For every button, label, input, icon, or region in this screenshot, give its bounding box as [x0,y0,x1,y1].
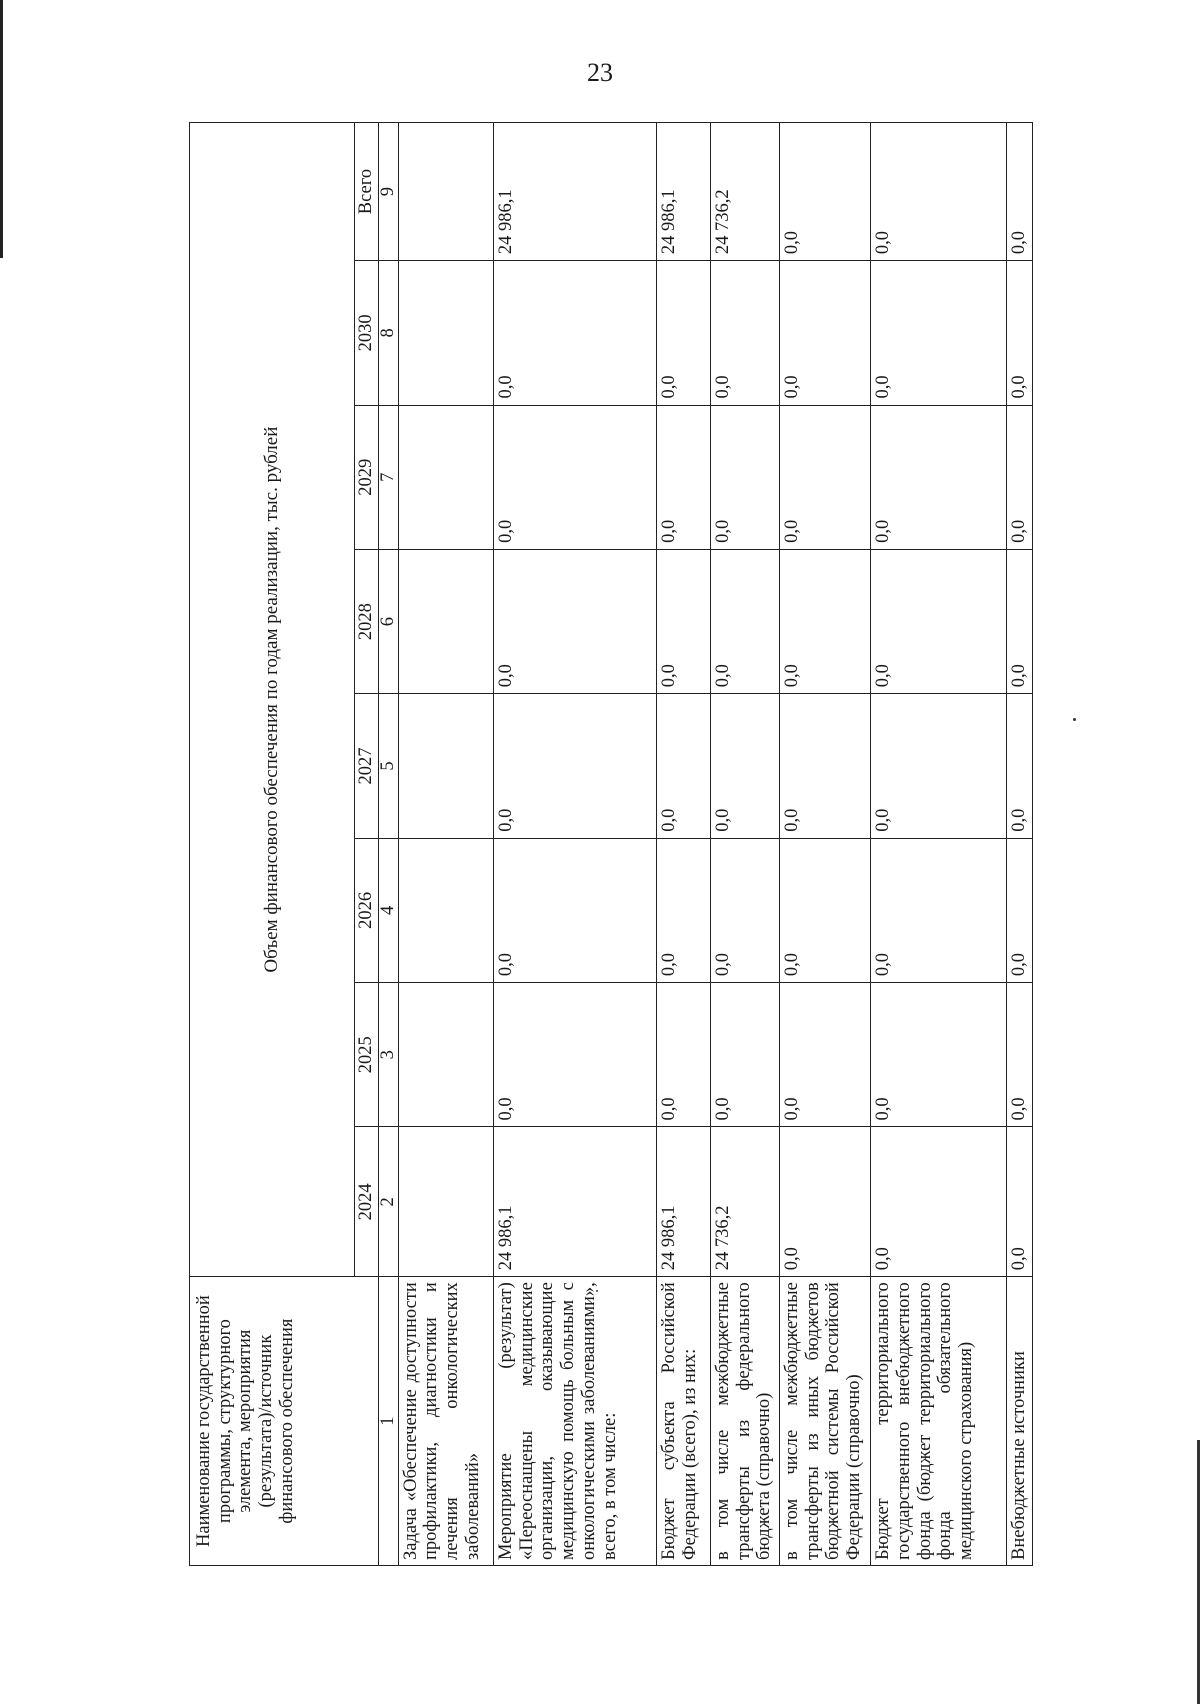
value-cell: 0,0 [871,1127,1007,1277]
value-cell: 0,0 [779,1127,870,1277]
column-number: 5 [378,694,398,838]
scan-dot [1073,718,1076,721]
total-header: Всего [355,123,379,261]
value-cell: 0,0 [1006,694,1032,838]
value-cell: 0,0 [494,405,657,549]
year-header: 2027 [355,694,379,838]
year-header: 2024 [355,1127,379,1277]
value-cell: 0,0 [779,694,870,838]
value-cell: 0,0 [710,261,779,405]
value-cell: 0,0 [657,694,711,838]
column-number: 3 [378,983,398,1127]
value-cell: 0,0 [494,694,657,838]
value-cell: 0,0 [494,261,657,405]
value-cell [398,123,493,261]
row-name: Бюджет территориального государственного внебюджетного фонда (бюджет территориального фонда обязательного медицинского страхования) [871,1277,1007,1566]
value-cell: 24 986,1 [494,123,657,261]
value-cell: 0,0 [871,123,1007,261]
column-number: 1 [378,1277,398,1566]
column-number: 6 [378,549,398,693]
value-cell: 0,0 [1006,123,1032,261]
value-cell: 0,0 [657,983,711,1127]
value-cell: 0,0 [1006,838,1032,982]
table-row [657,123,711,1566]
value-cell: 0,0 [871,261,1007,405]
year-header: 2025 [355,983,379,1127]
table-row [710,123,779,1566]
scan-edge-left [0,0,3,258]
table-row [871,123,1007,1566]
volume-header: Объем финансового обеспечения по годам реализации, тыс. рублей [190,123,355,1277]
value-cell: 0,0 [871,549,1007,693]
value-cell: 0,0 [779,549,870,693]
value-cell: 0,0 [871,983,1007,1127]
column-number: 2 [378,1127,398,1277]
table-row [494,123,657,1566]
row-name: в том числе межбюджетные трансферты из иных бюджетов бюджетной системы Российской Федерации (справочно) [779,1277,870,1566]
value-cell [398,261,493,405]
value-cell: 0,0 [710,838,779,982]
value-cell: 0,0 [871,838,1007,982]
column-number: 7 [378,405,398,549]
year-header: 2028 [355,549,379,693]
value-cell: 24 736,2 [710,1127,779,1277]
name-column-header: Наименование государственной программы, структурного элемента, мероприятия (результата)/источник финансового обеспечения [190,1277,379,1566]
year-header: 2029 [355,405,379,549]
value-cell: 0,0 [871,694,1007,838]
row-name: Задача «Обеспечение доступности профилактики, диагностики и лечения онкологических заболеваний» [398,1277,493,1566]
value-cell: 0,0 [657,838,711,982]
value-cell: 0,0 [710,983,779,1127]
row-name: Мероприятие (результат) «Переоснащены медицинские организации, оказывающие медицинскую помощь больным с онкологическими заболеваниями», всего, в том числе: [494,1277,657,1566]
value-cell [398,694,493,838]
value-cell [398,838,493,982]
value-cell: 0,0 [779,405,870,549]
table-row [1006,123,1032,1566]
value-cell [398,983,493,1127]
value-cell: 0,0 [779,983,870,1127]
rotated-table-container [189,122,1033,1566]
value-cell: 24 736,2 [710,123,779,261]
value-cell: 24 986,1 [657,123,711,261]
value-cell [398,549,493,693]
value-cell: 0,0 [494,983,657,1127]
row-name: Внебюджетные источники [1006,1277,1032,1566]
page-number: 23 [587,58,613,87]
value-cell: 0,0 [657,405,711,549]
value-cell: 0,0 [779,261,870,405]
value-cell: 24 986,1 [494,1127,657,1277]
value-cell: 0,0 [657,549,711,693]
value-cell: 0,0 [1006,983,1032,1127]
value-cell: 0,0 [710,549,779,693]
financing-table [189,122,1033,1566]
column-number: 9 [378,123,398,261]
row-name: Бюджет субъекта Российской Федерации (всего), из них: [657,1277,711,1566]
value-cell: 0,0 [1006,1127,1032,1277]
column-number: 4 [378,838,398,982]
value-cell [398,1127,493,1277]
value-cell: 0,0 [1006,261,1032,405]
value-cell: 0,0 [494,549,657,693]
row-name: в том числе межбюджетные трансферты из федерального бюджета (справочно) [710,1277,779,1566]
value-cell: 0,0 [1006,405,1032,549]
value-cell: 0,0 [710,694,779,838]
table-row [779,123,870,1566]
value-cell: 0,0 [871,405,1007,549]
value-cell: 0,0 [1006,549,1032,693]
column-number: 8 [378,261,398,405]
year-header: 2026 [355,838,379,982]
value-cell: 0,0 [494,838,657,982]
year-header: 2030 [355,261,379,405]
table-row [398,123,493,1566]
value-cell: 0,0 [779,838,870,982]
value-cell: 24 986,1 [657,1127,711,1277]
value-cell: 0,0 [710,405,779,549]
value-cell [398,405,493,549]
value-cell: 0,0 [779,123,870,261]
value-cell: 0,0 [657,261,711,405]
